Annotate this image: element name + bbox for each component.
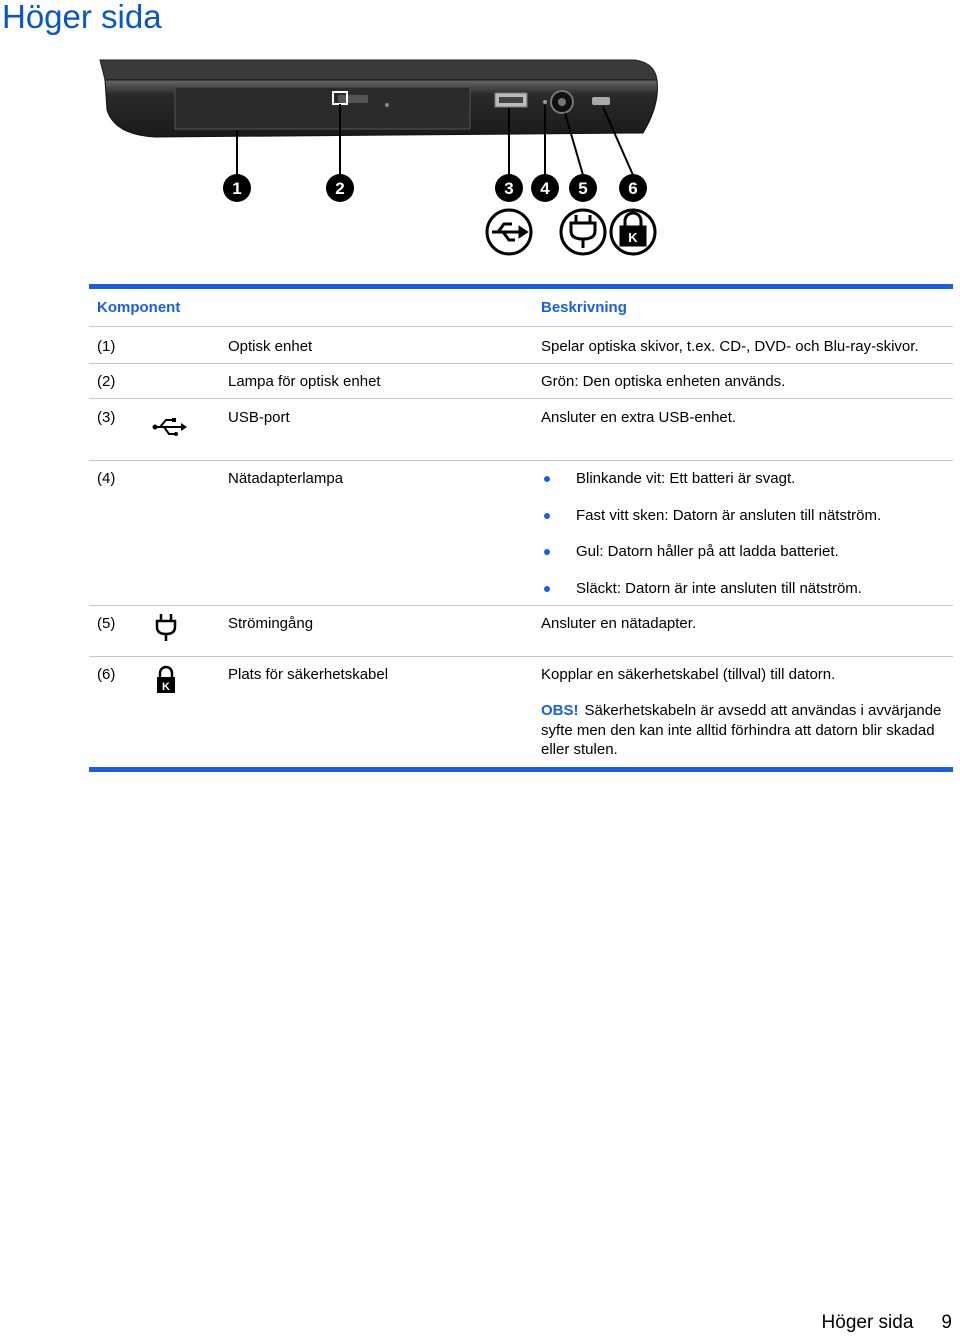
table-bottom-rule [89,767,953,772]
row-divider [89,363,953,364]
callout-3: 3 [504,179,514,198]
callout-4: 4 [540,179,550,198]
note [541,701,951,760]
row-number: (4) [97,470,116,487]
page-number: 9 [941,1312,952,1333]
component-name: Nätadapterlampa [228,470,344,487]
row-divider [89,656,953,657]
page-title: Höger sida [2,0,162,35]
header-divider [89,326,953,327]
usb-icon [487,210,531,254]
svg-text:K: K [162,681,170,693]
header-component: Komponent [97,299,181,316]
callout-1: 1 [232,179,242,198]
row-number: (6) [97,666,116,683]
power-plug-icon [155,612,177,642]
bullet [544,476,550,482]
row-divider [89,605,953,606]
page-footer [822,1312,952,1334]
component-name: Strömingång [228,615,314,632]
row-number: (5) [97,615,116,632]
bullet-text: Fast vitt sken: Datorn är ansluten till nätström. [576,507,882,524]
callout-5: 5 [578,179,588,198]
component-name: Optisk enhet [228,338,313,355]
component-name: Lampa för optisk enhet [228,373,381,390]
row-number: (1) [97,338,116,355]
usb-icon [152,416,188,438]
note-label: OBS! [541,702,579,719]
power-plug-icon [561,210,605,254]
security-lock-icon [155,665,177,695]
row-divider [89,460,953,461]
component-description: Spelar optiska skivor, t.ex. CD-, DVD- och Blu-ray-skivor. [541,338,919,355]
component-name: Plats för säkerhetskabel [228,666,389,683]
note-text: Säkerhetskabeln är avsedd att användas i avvärjande syfte men den kan inte alltid förhindra att datorn blir skadad eller stulen. [541,702,942,758]
callout-2: 2 [335,179,345,198]
component-description: Ansluter en nätadapter. [541,615,697,632]
bullet [544,549,550,555]
bullet [544,513,550,519]
component-description: Kopplar en säkerhetskabel (tillval) till datorn. [541,666,836,683]
bullet-text: Gul: Datorn håller på att ladda batteriet. [576,543,839,560]
table-top-rule [89,284,953,289]
laptop-right-side-figure [95,55,665,265]
footer-section: Höger sida [821,1312,914,1333]
component-name: USB-port [228,409,290,426]
component-description: Ansluter en extra USB-enhet. [541,409,737,426]
bullet-text: Blinkande vit: Ett batteri är svagt. [576,470,796,487]
row-number: (2) [97,373,116,390]
bullet [544,586,550,592]
bullet-text: Släckt: Datorn är inte ansluten till nätström. [576,580,862,597]
row-number: (3) [97,409,116,426]
component-description: Grön: Den optiska enheten används. [541,373,786,390]
callout-6: 6 [628,179,638,198]
svg-text:K: K [628,230,638,245]
header-description: Beskrivning [541,299,627,316]
row-divider [89,398,953,399]
